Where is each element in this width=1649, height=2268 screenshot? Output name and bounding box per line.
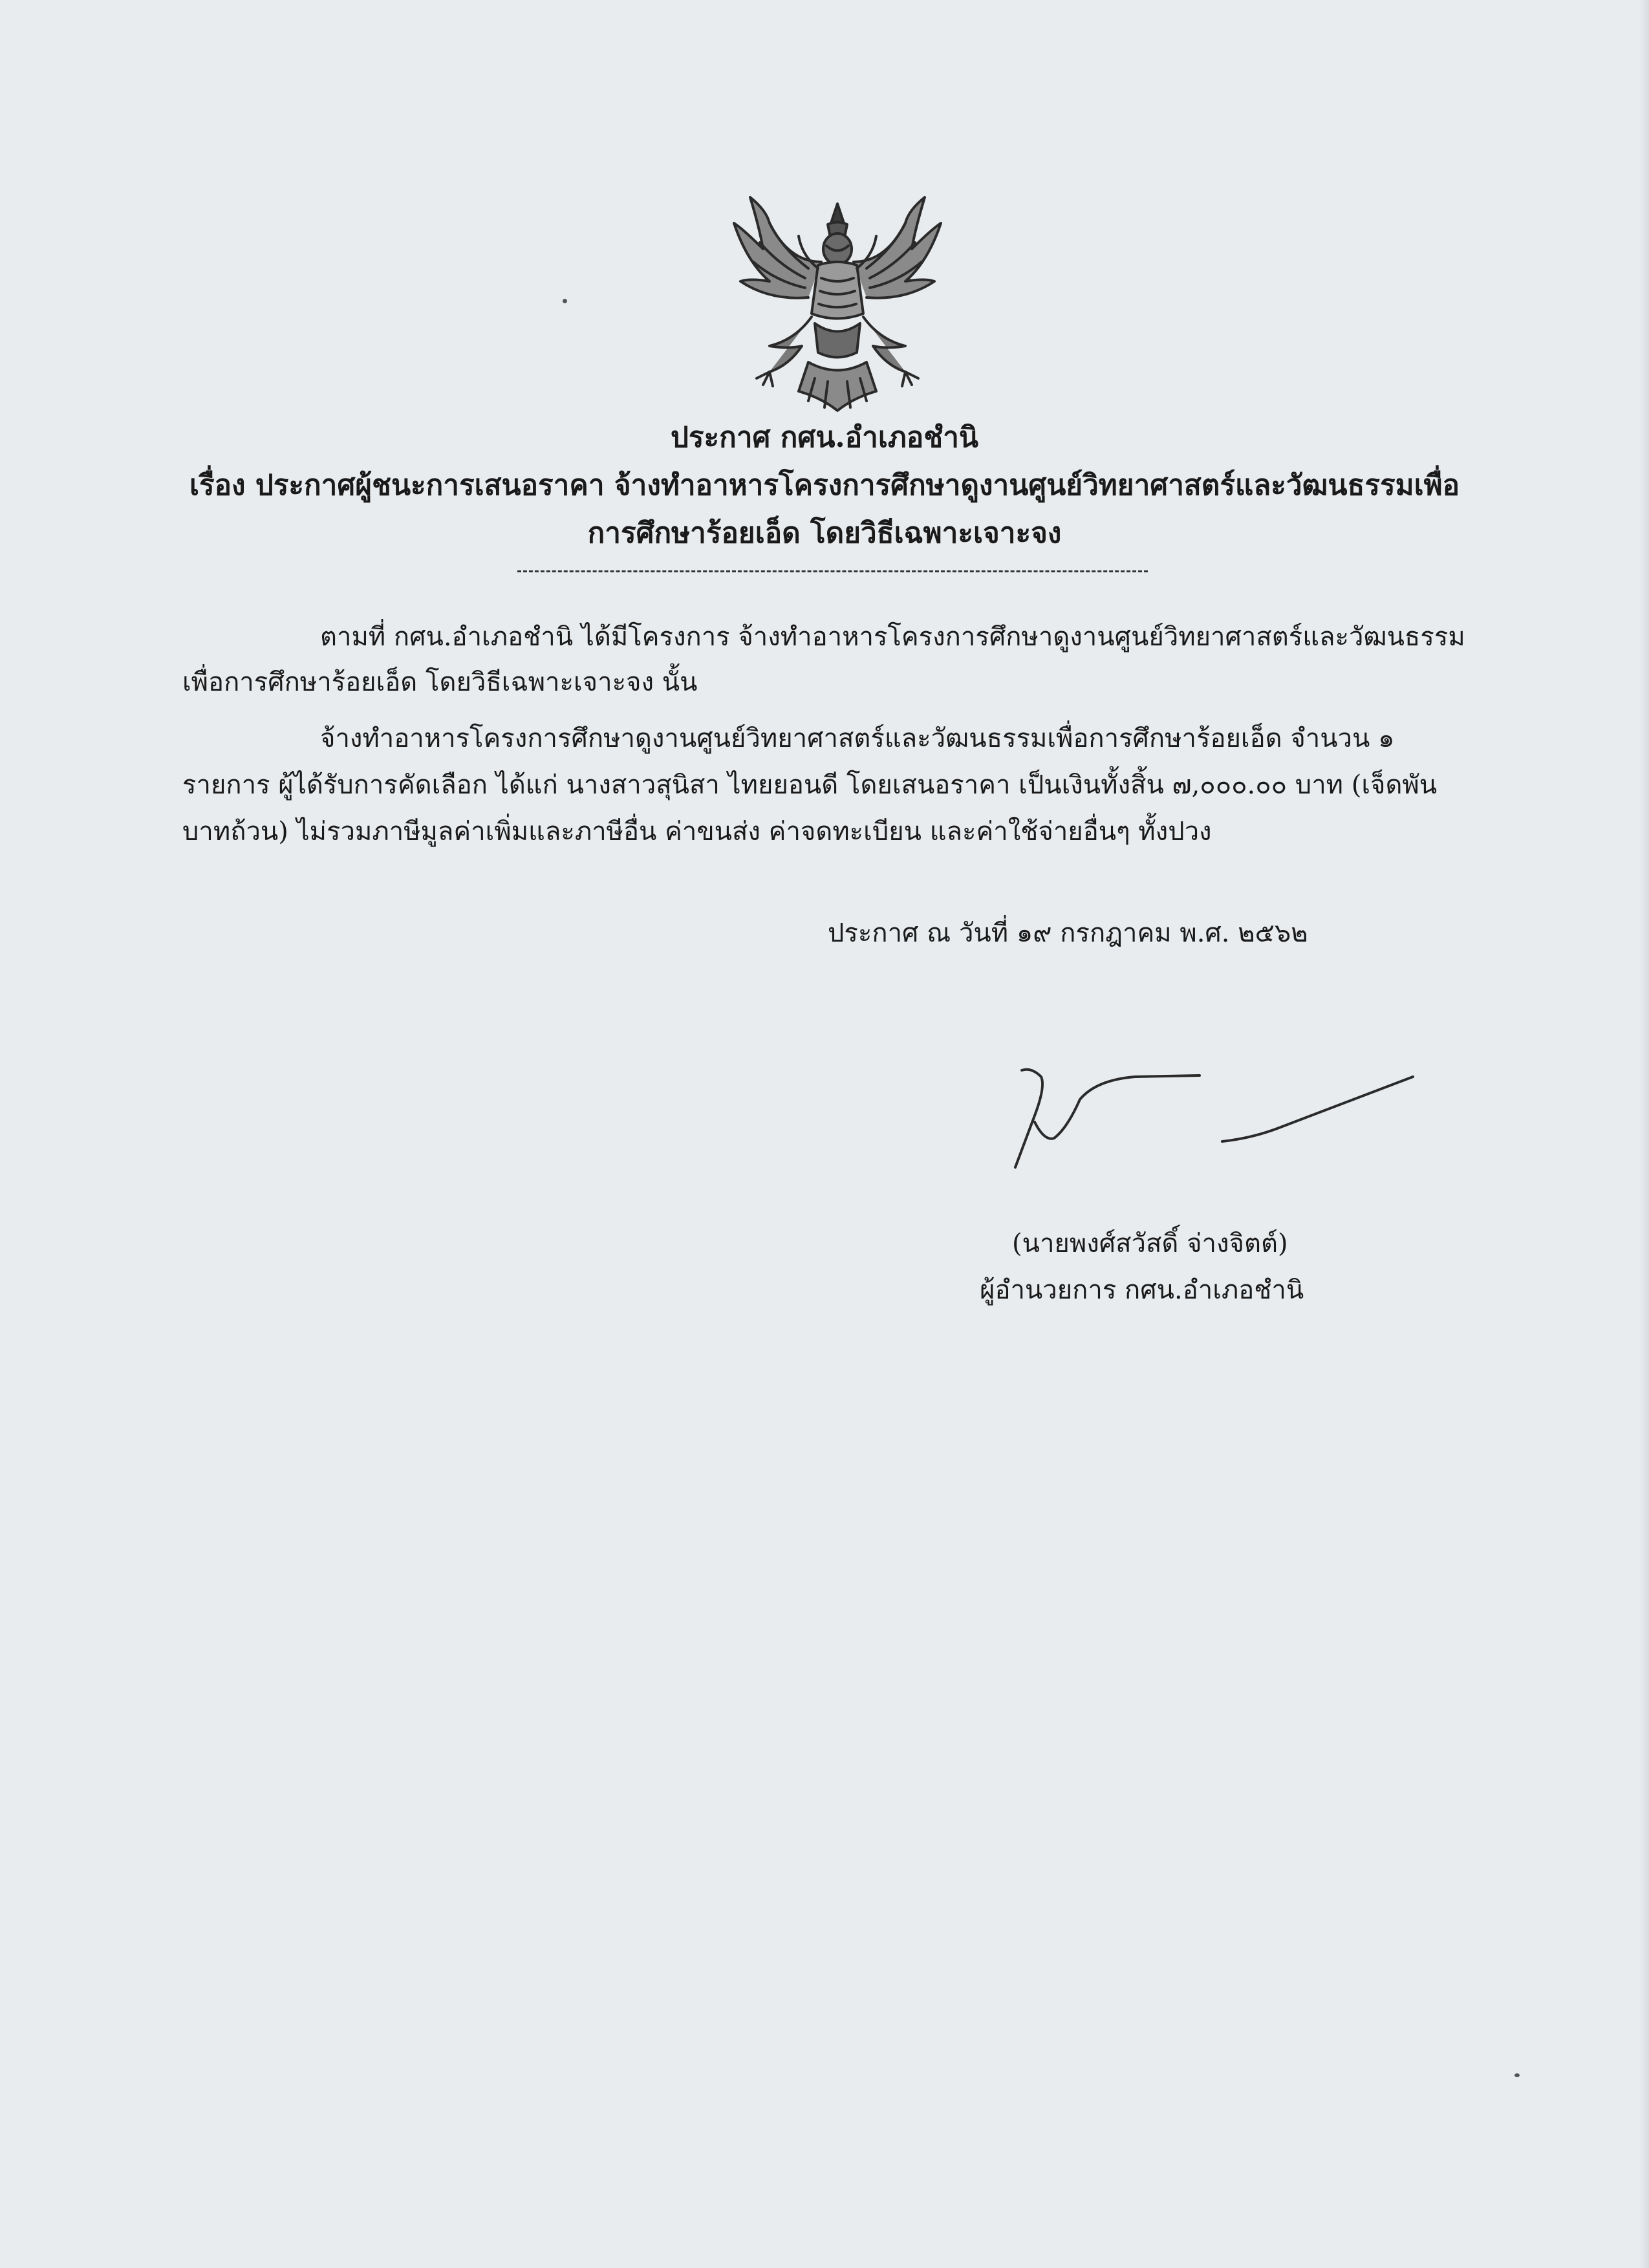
document-title-block bbox=[181, 414, 1468, 557]
paper-speck bbox=[1514, 2073, 1520, 2077]
subject-line-2: การศึกษาร้อยเอ็ด โดยวิธีเฉพาะเจาะจง bbox=[587, 517, 1062, 550]
garuda-emblem-icon bbox=[731, 184, 944, 420]
paper-edge bbox=[1640, 0, 1649, 2268]
signer-name: (นายพงศ์สวัสดิ์ จ่างจิตต์) bbox=[1012, 1229, 1288, 1258]
paragraph-2-line-3: บาทถ้วน) ไม่รวมภาษีมูลค่าเพิ่มและภาษีอื่น ค่าขนส่ง ค่าจดทะเบียน และค่าใช้จ่ายอื่นๆ ทั้งปวง bbox=[182, 817, 1212, 847]
signer-position: ผู้อำนวยการ กศน.อำเภอชำนิ bbox=[980, 1275, 1304, 1305]
document-title: ประกาศ กศน.อำเภอชำนิ bbox=[670, 421, 978, 454]
announce-date: ประกาศ ณ วันที่ ๑๙ กรกฎาคม พ.ศ. ๒๕๖๒ bbox=[828, 918, 1308, 948]
subject-line-1: เรื่อง ประกาศผู้ชนะการเสนอราคา จ้างทำอาหารโครงการศึกษาดูงานศูนย์วิทยาศาสตร์และวัฒนธรรมเพื่อ bbox=[189, 469, 1460, 502]
paragraph-2-line-1: จ้างทำอาหารโครงการศึกษาดูงานศูนย์วิทยาศาสตร์และวัฒนธรรมเพื่อการศึกษาร้อยเอ็ด จำนวน ๑ bbox=[320, 724, 1395, 753]
paragraph-1-line-1: ตามที่ กศน.อำเภอชำนิ ได้มีโครงการ จ้างทำอาหารโครงการศึกษาดูงานศูนย์วิทยาศาสตร์และวัฒนธรรม bbox=[320, 622, 1465, 652]
handwritten-signature bbox=[1006, 1057, 1419, 1174]
paragraph-1-line-2: เพื่อการศึกษาร้อยเอ็ด โดยวิธีเฉพาะเจาะจง นั้น bbox=[182, 667, 698, 697]
paper-speck bbox=[563, 299, 567, 303]
dashed-separator bbox=[517, 570, 1148, 572]
paragraph-2-line-2: รายการ ผู้ได้รับการคัดเลือก ได้แก่ นางสาวสุนิสา ไทยยอนดี โดยเสนอราคา เป็นเงินทั้งสิ้น ๗,๐๐๐.๐๐ บาท (เจ็ดพัน bbox=[182, 770, 1438, 800]
